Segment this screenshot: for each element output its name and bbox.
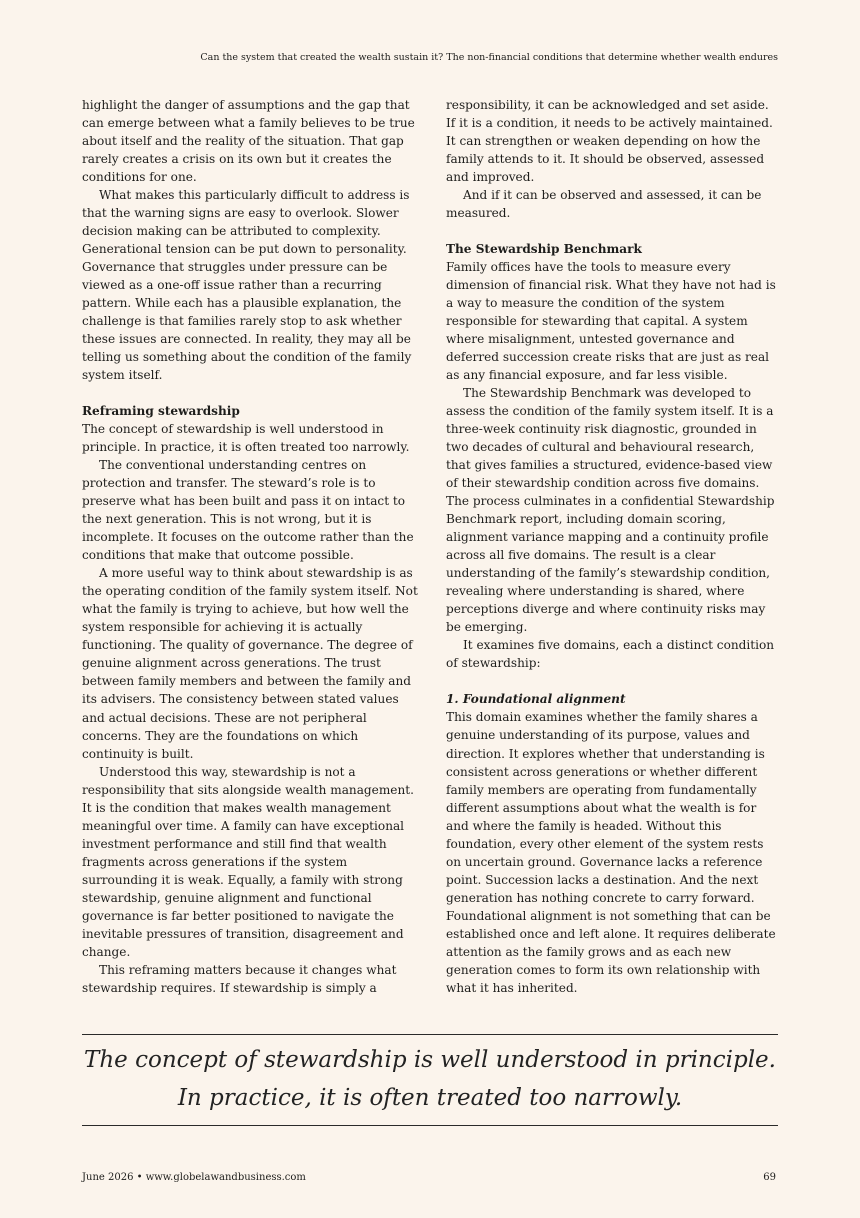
left-column: [82, 96, 418, 997]
section-gap: [82, 384, 418, 402]
running-head: Can the system that created the wealth sustain it? The non-financial conditions that determine whether wealth endures: [200, 52, 778, 63]
section-gap: [446, 672, 776, 690]
right-column: [446, 96, 776, 997]
pull-quote-line: The concept of stewardship is well understood in principle.: [84, 1047, 776, 1073]
paragraph: The concept of stewardship is well understood in principle. In practice, it is often treated too narrowly.: [82, 422, 410, 455]
pull-quote-line: In practice, it is often treated too narrowly.: [177, 1085, 683, 1111]
paragraph: responsibility, it can be acknowledged and set aside. If it is a condition, it needs to be actively maintained. It can strengthen or weaken depending on how the family attends to it. It should be observed, assessed and improved.: [446, 98, 773, 185]
paragraph: This reframing matters because it changes what stewardship requires. If stewardship is simply a: [82, 962, 397, 995]
pull-quote-rule-bottom: [82, 1125, 778, 1126]
section-heading-reframing: Reframing stewardship: [82, 404, 240, 419]
page-number: 69: [763, 1172, 776, 1183]
pull-quote: [82, 1041, 778, 1117]
paragraph: This domain examines whether the family shares a genuine understanding of its purpose, values and direction. It explores whether that understanding is consistent across generations or whether different family members are operating from fundamentally different assumptions about what the wealth is for and where the family is headed. Without this foundation, every other element of the system rests on uncertain ground. Governance lacks a reference point. Succession lacks a destination. And the next generation has nothing concrete to carry forward. Foundational alignment is not something that can be established once and left alone. It requires deliberate attention as the family grows and as each new generation comes to form its own relationship with what it has inherited.: [446, 710, 776, 995]
section-gap: [446, 222, 776, 240]
paragraph: It examines five domains, each a distinct condition of stewardship:: [446, 638, 775, 671]
paragraph: And if it can be observed and assessed, it can be measured.: [446, 188, 762, 221]
paragraph: highlight the danger of assumptions and the gap that can emerge between what a family believes to be true about itself and the reality of the situation. That gap rarely creates a crisis on its own but it creates the conditions for one.: [82, 98, 415, 185]
paragraph: A more useful way to think about stewardship is as the operating condition of the family system itself. Not what the family is trying to achieve, but how well the system responsible for achieving it is actually functioning. The quality of governance. The degree of genuine alignment across generations. The trust between family members and between the family and its advisers. The consistency between stated values and actual decisions. These are not peripheral concerns. They are the foundations on which continuity is built.: [82, 566, 418, 761]
paragraph: What makes this particularly difficult to address is that the warning signs are easy to overlook. Slower decision making can be attributed to complexity. Generational tension can be put down to personality. Governance that struggles under pressure can be viewed as a one-off issue rather than a recurring pattern. While each has a plausible explanation, the challenge is that families rarely stop to ask whether these issues are connected. In reality, they may all be telling us something about the condition of the family system itself.: [82, 188, 412, 383]
paragraph: Family offices have the tools to measure every dimension of financial risk. What they have not had is a way to measure the condition of the system responsible for stewarding that capital. A system where misalignment, untested governance and deferred succession create risks that are just as real as any financial exposure, and far less visible.: [446, 260, 776, 383]
paragraph: The conventional understanding centres on protection and transfer. The steward’s role is to preserve what has been built and pass it on intact to the next generation. This is not wrong, but it is incomplete. It focuses on the outcome rather than the conditions that make that outcome possible.: [82, 458, 414, 563]
pull-quote-rule-top: [82, 1034, 778, 1035]
subheading-foundational-alignment: 1. Foundational alignment: [446, 692, 626, 707]
section-heading-benchmark: The Stewardship Benchmark: [446, 242, 642, 257]
paragraph: The Stewardship Benchmark was developed to assess the condition of the family system itself. It is a three-week continuity risk diagnostic, grounded in two decades of cultural and behavioural research, that gives families a structured, evidence-based view of their stewardship condition across five domains. The process culminates in a confidential Stewardship Benchmark report, including domain scoring, alignment variance mapping and a continuity profile across all five domains. The result is a clear understanding of the family’s stewardship condition, revealing where understanding is shared, where perceptions diverge and where continuity risks may be emerging.: [446, 386, 775, 635]
footer-date-website: June 2026 • www.globelawandbusiness.com: [82, 1172, 306, 1183]
paragraph: Understood this way, stewardship is not a responsibility that sits alongside wealth management. It is the condition that makes wealth management meaningful over time. A family can have exceptional investment performance and still find that wealth fragments across generations if the system surrounding it is weak. Equally, a family with strong stewardship, genuine alignment and functional governance is far better positioned to navigate the inevitable pressures of transition, disagreement and change.: [82, 764, 414, 959]
